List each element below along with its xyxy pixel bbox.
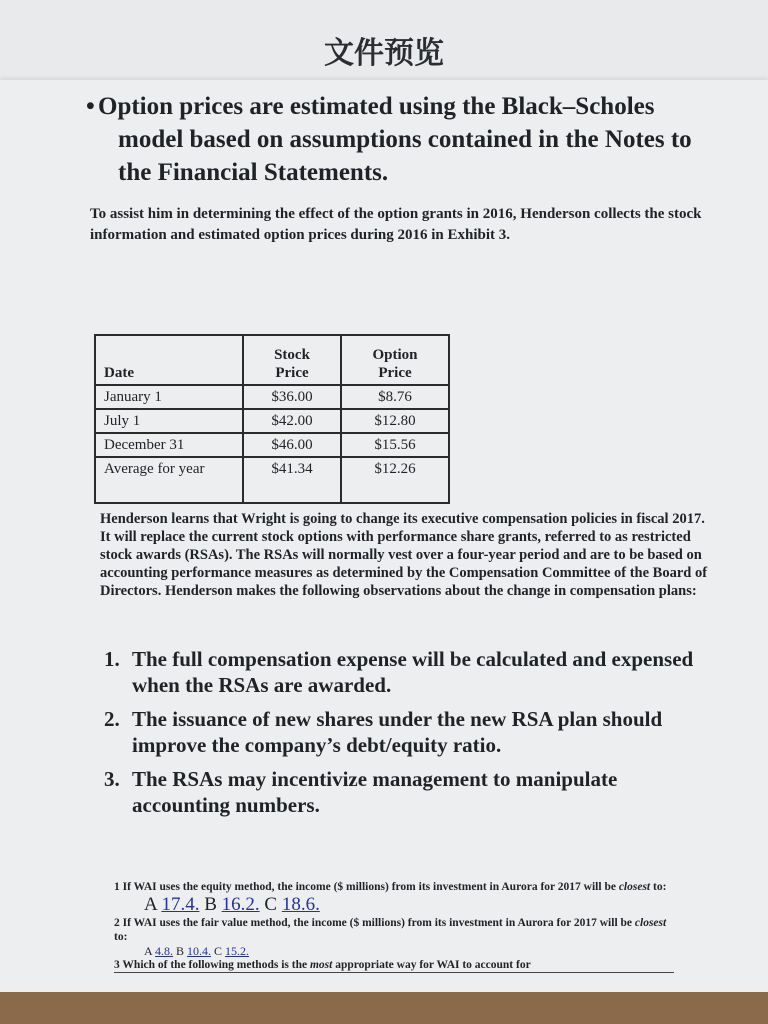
window-title: 文件预览 [324,36,444,71]
row-stock-price: $46.00 [243,433,341,457]
bullet-icon: • [86,93,95,120]
question-1: 1 If WAI uses the equity method, the income ($ millions) from its investment in Aurora for 2017 will be closest to: [114,881,667,893]
observations-list [104,646,704,826]
bullet-line-3: the Financial Statements. [118,159,389,186]
table-row [95,385,449,409]
bullet-paragraph [86,90,758,189]
question-3: 3 Which of the following methods is the most appropriate way for WAI to account for [114,958,674,973]
header-date: Date [95,335,243,385]
row-date: January 1 [95,385,243,409]
question-1-choices: A 17.4. B 16.2. C 18.6. [144,894,320,915]
list-item: 3. The RSAs may incentivize management to manipulate accounting numbers. [104,767,618,817]
row-option-price: $12.26 [341,457,449,503]
desk-background [0,992,768,1024]
question-2: 2 If WAI uses the fair value method, the income ($ millions) from its investment in Aurora for 2017 will be closest to: [114,917,667,943]
choice-link[interactable]: 10.4. [187,944,212,958]
choice-link[interactable]: 18.6. [281,894,320,915]
choice-link[interactable]: 15.2. [225,944,250,958]
list-item: 2. The issuance of new shares under the new RSA plan should improve the company’s debt/equity ratio. [104,707,663,757]
row-stock-price: $36.00 [243,385,341,409]
preview-title-bar [0,0,768,90]
row-option-price: $8.76 [341,385,449,409]
bullet-line-2: model based on assumptions contained in the Notes to [118,126,692,153]
compensation-paragraph: Henderson learns that Wright is going to change its executive compensation policies in fiscal 2017. It will replace the current stock options with performance share grants, referred to as restricted stock awards (RSAs). The RSAs will normally vest over a four-year period and are to be based on accounting performance measures as determined by the Compensation Committee of the Board of Directors. Henderson makes the following observations about the change in compensation plans: [100,511,708,599]
bullet-line-1: Option prices are estimated using the Black–Scholes [98,93,655,120]
footnote-questions [114,880,674,973]
row-date: Average for year [95,457,243,503]
header-option-price: Option Price [341,335,449,385]
exhibit-table [94,334,450,504]
choice-link[interactable]: 17.4. [161,894,200,915]
table-header-row [95,335,449,385]
row-date: December 31 [95,433,243,457]
list-item: 1. The full compensation expense will be calculated and expensed when the RSAs are awarded. [104,647,694,697]
row-stock-price: $41.34 [243,457,341,503]
row-option-price: $15.56 [341,433,449,457]
choice-link[interactable]: 4.8. [155,944,174,958]
table-row [95,457,449,503]
table-row [95,433,449,457]
row-option-price: $12.80 [341,409,449,433]
row-stock-price: $42.00 [243,409,341,433]
header-stock-price: Stock Price [243,335,341,385]
row-date: July 1 [95,409,243,433]
choice-link[interactable]: 16.2. [221,894,260,915]
intro-paragraph: To assist him in determining the effect of the option grants in 2016, Henderson collects the stock information and estimated option prices during 2016 in Exhibit 3. [90,206,702,243]
table-row [95,409,449,433]
question-2-choices: A 4.8. B 10.4. C 15.2. [144,944,250,958]
